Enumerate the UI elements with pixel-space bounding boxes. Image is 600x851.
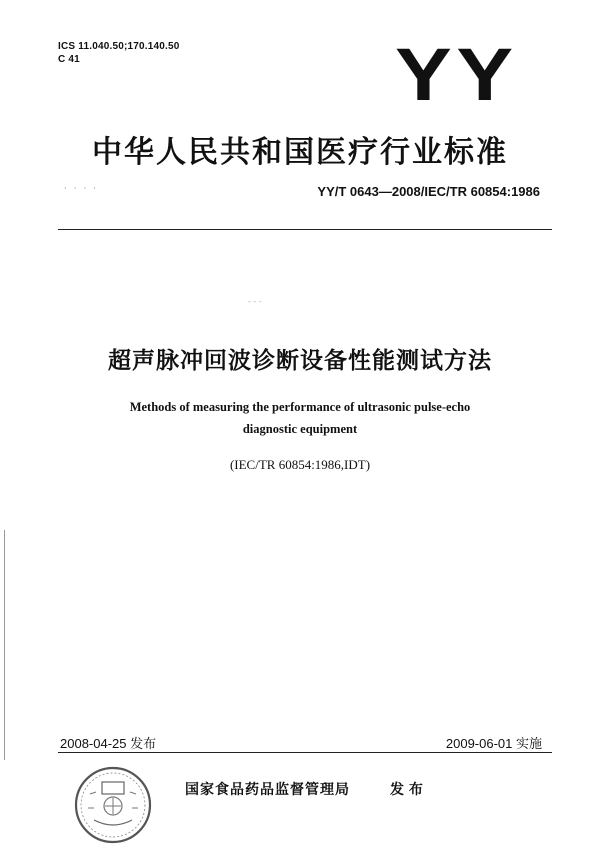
ccs-code: C 41 (58, 54, 80, 65)
scan-mark: ‐ ‐ ‐ (248, 297, 262, 306)
issuing-authority: 国家食品药品监督管理局 (185, 782, 350, 798)
scan-dots: · · · · (64, 184, 99, 194)
issued-label: 发 布 (390, 782, 423, 798)
top-divider (58, 229, 552, 230)
classification-codes (58, 40, 180, 66)
official-seal-icon (72, 764, 154, 846)
document-title-english (0, 396, 600, 440)
ics-code: ICS 11.040.50;170.140.50 (58, 41, 180, 52)
title-en-line-2: diagnostic equipment (242, 422, 358, 436)
document-title-chinese: 超声脉冲回波诊断设备性能测试方法 (108, 348, 492, 374)
standard-category-title: 中华人民共和国医疗行业标准 (92, 135, 508, 170)
standard-code-logo: YY (395, 33, 518, 116)
implementation-date: 2009-06-01 实施 (445, 736, 542, 751)
scan-edge-line (4, 530, 5, 760)
equivalence-note: (IEC/TR 60854:1986,IDT) (229, 457, 371, 472)
title-en-line-1: Methods of measuring the performance of ultrasonic pulse-echo (129, 400, 471, 414)
bottom-divider (58, 752, 552, 753)
issue-date: 2008-04-25 发布 (60, 736, 157, 751)
standard-number: YY/T 0643—2008/IEC/TR 60854:1986 (317, 184, 540, 199)
